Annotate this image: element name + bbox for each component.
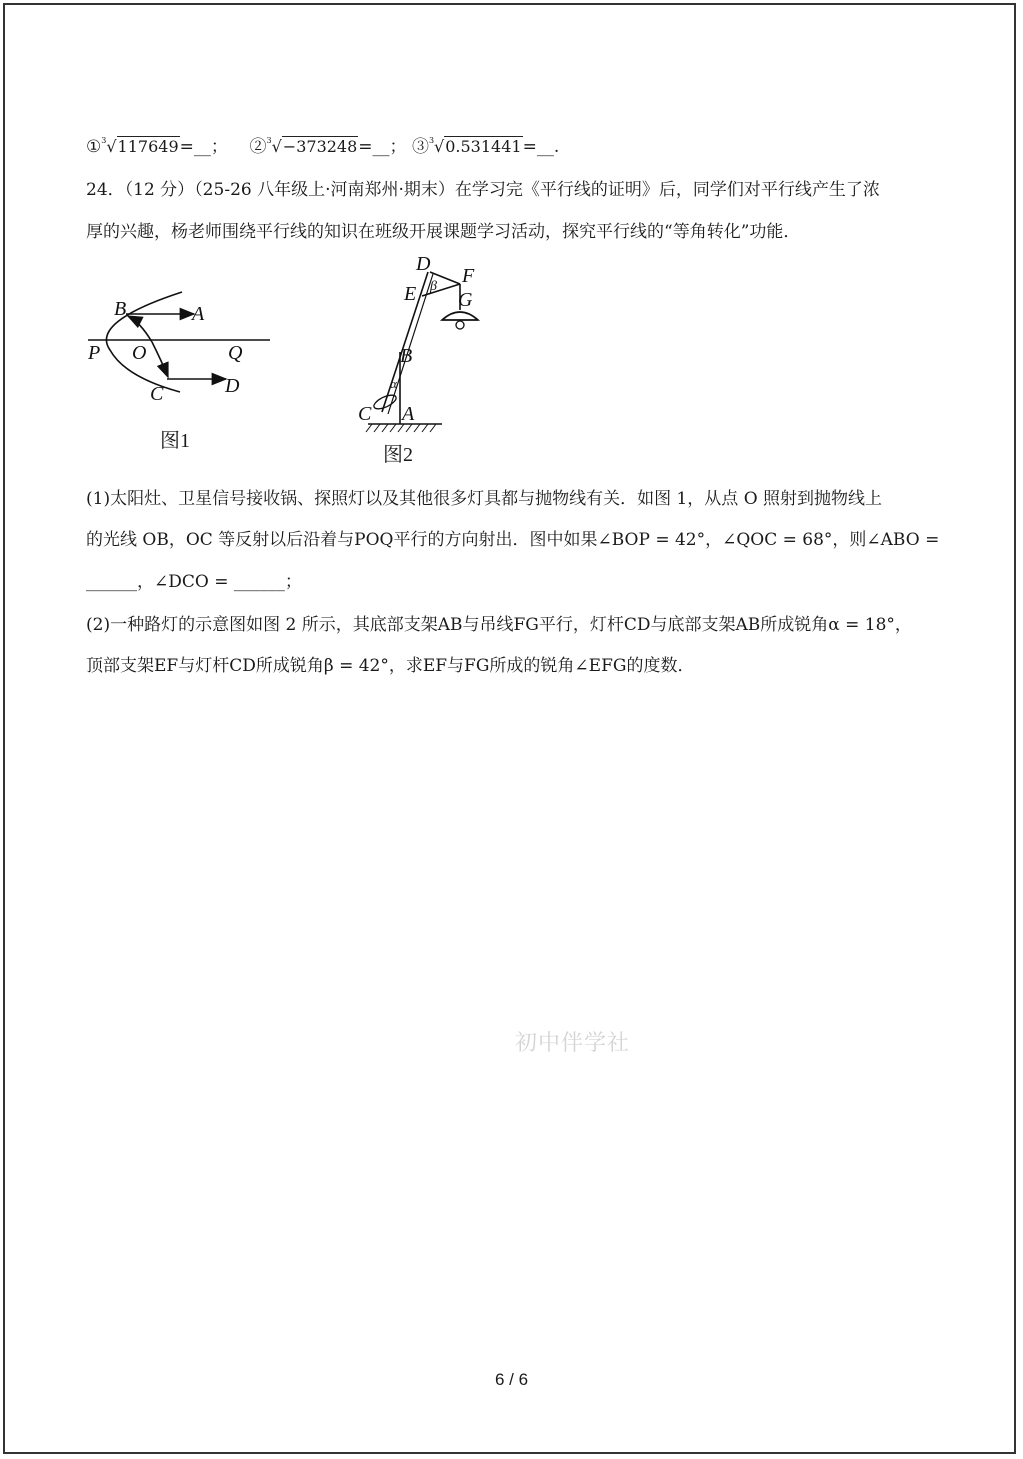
fig2-label-beta: β: [430, 279, 437, 294]
figure-2-caption: 图2: [383, 444, 413, 466]
fig2-label-d: D: [416, 253, 431, 275]
q23-item1-radicand: 117649: [117, 137, 179, 156]
fig2-label-e: E: [404, 283, 417, 305]
page-number: 6 / 6: [494, 1370, 529, 1389]
q23-items: [86, 132, 559, 157]
fig2-label-a: A: [402, 403, 415, 425]
q24-header: [86, 175, 880, 200]
part2-label: (2): [86, 615, 111, 635]
ray-oc: [152, 342, 168, 377]
q24-score: （12 分）: [124, 180, 195, 200]
q23-item2-tail: =__；: [358, 137, 407, 157]
part1-line2: 的光线 OB，OC 等反射以后沿着与POQ平行的方向射出．图中如果∠BOP = 42°，∠QOC = 68°，则∠ABO =: [86, 530, 940, 550]
q23-item3-mark: ③: [411, 137, 429, 157]
q24-intro-line1: 在学习完《平行线的证明》后，同学们对平行线产生了浓: [454, 180, 880, 200]
q23-item1-mark: ①: [86, 137, 102, 157]
q23-item2-root: $^3$√−373248: [266, 136, 358, 156]
q23-item1-tail: =__；: [179, 137, 228, 157]
q24-source: （25-26 八年级上·河南郑州·期末）: [194, 180, 455, 200]
part1-line3: ______，∠DCO = ______；: [86, 572, 302, 592]
figure-1: [80, 282, 280, 416]
fig1-label-d: D: [225, 375, 240, 397]
q23-item2-radicand: −373248: [282, 137, 358, 156]
fig2-label-c: C: [358, 403, 372, 425]
watermark: 初中伴学社: [515, 1031, 631, 1056]
figure-2-diagram: [350, 252, 490, 437]
fig1-label-a: A: [192, 303, 205, 325]
part1-line1: [86, 484, 882, 509]
fig2-label-alpha: α: [390, 376, 397, 391]
part2-text-line1: 一种路灯的示意图如图 2 所示，其底部支架AB与吊线FG平行，灯杆CD与底部支架AB所成锐角α = 18°，: [110, 615, 912, 635]
figure-1-caption: 图1: [160, 430, 190, 452]
ray-ob: [128, 316, 152, 342]
fig2-label-f: F: [462, 265, 475, 287]
figure-2: [350, 252, 490, 441]
fig2-label-b: B: [400, 345, 413, 367]
q23-item3-radicand: 0.531441: [445, 137, 522, 156]
fig1-label-q: Q: [228, 342, 243, 364]
part2-line1: [86, 610, 912, 635]
fig1-label-c: C: [150, 383, 164, 405]
q23-item1-root: $^3$√117649: [101, 136, 179, 156]
q23-item3-tail: =__.: [522, 137, 560, 157]
figure-1-diagram: [80, 282, 280, 412]
q24-number: 24．: [86, 180, 125, 200]
q24-intro-line2: 厚的兴趣，杨老师围绕平行线的知识在班级开展课题学习活动，探究平行线的“等角转化”功能．: [86, 222, 801, 242]
part1-text-line1: 太阳灶、卫星信号接收锅、探照灯以及其他很多灯具都与抛物线有关．如图 1，从点 O 照射到抛物线上: [110, 489, 883, 509]
part1-label: (1): [86, 489, 111, 509]
fig1-label-p: P: [88, 342, 101, 364]
part2-line2: 顶部支架EF与灯杆CD所成锐角β = 42°，求EF与FG所成的锐角∠EFG的度数．: [86, 656, 695, 676]
q23-item3-root: $^3$√0.531441: [428, 136, 522, 156]
fig2-label-g: G: [458, 289, 473, 311]
fig1-label-b: B: [114, 298, 127, 320]
q23-item2-mark: ②: [249, 137, 267, 157]
fig1-label-o: O: [132, 342, 147, 364]
